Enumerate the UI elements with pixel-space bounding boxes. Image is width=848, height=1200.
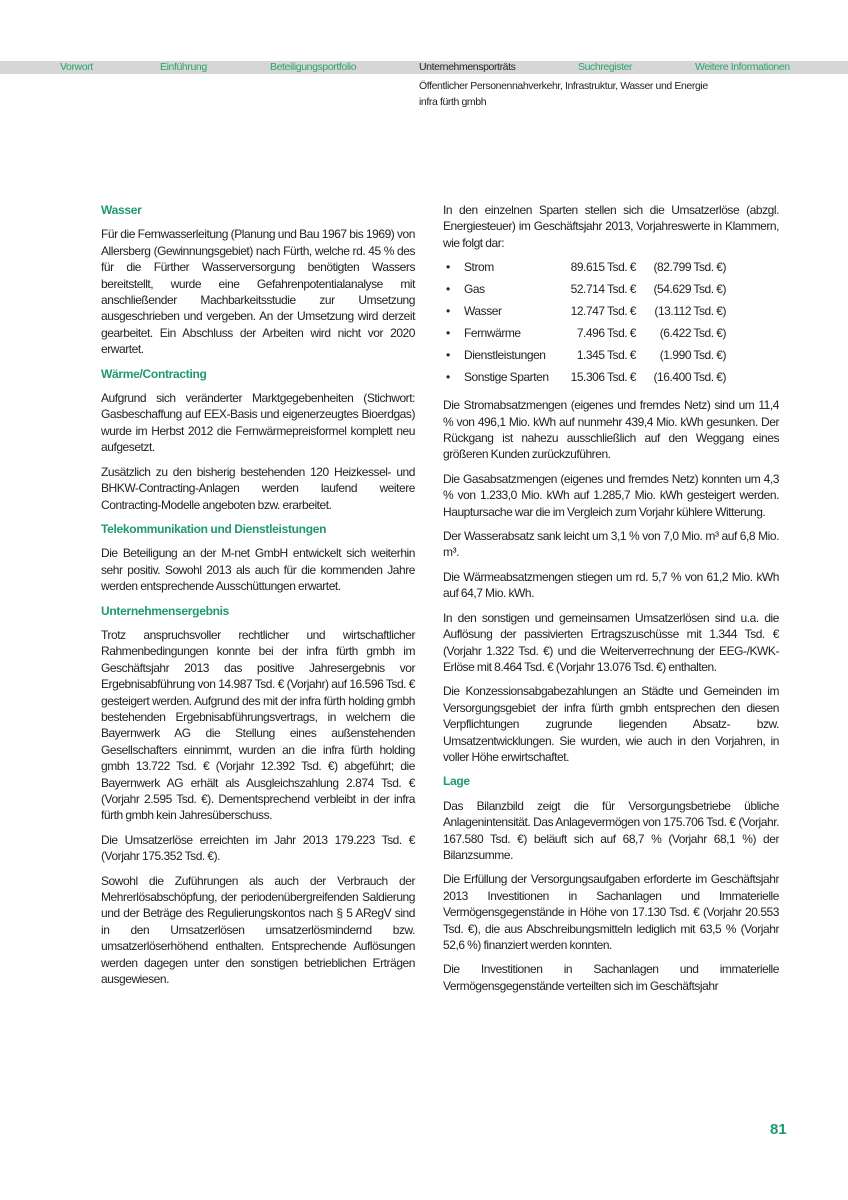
bullet-icon: • <box>446 348 450 363</box>
list-item <box>443 303 779 325</box>
nav-unternehmensportraets[interactable]: Unternehmensporträts <box>419 61 516 73</box>
page-number: 81 <box>770 1121 787 1138</box>
sparte-name: Dienstleistungen <box>464 348 546 363</box>
list-item <box>443 369 779 391</box>
nav-beteiligungsportfolio[interactable]: Beteiligungsportfolio <box>270 61 357 73</box>
paragraph: Die Beteiligung an der M-net GmbH entwickelt sich weiterhin sehr positiv. Sowohl 2013 als auch für die kommenden Jahre werden entsprechende Ausschüttungen erwartet. <box>101 546 415 594</box>
right-column <box>443 202 779 1002</box>
sparten-list <box>443 259 779 391</box>
paragraph: Für die Fernwasserleitung (Planung und Bau 1967 bis 1969) von Allersberg (Gewinnungsgebiet) nach Fürth, welche rd. 45 % des für die Fürther Wasserversorgung benötigten Wassers bereitstellt, wurde eine Gefahrenpotentialanalyse mit anschließender Machbarkeitsstudie zur Umsetzung ausgeschrieben und vergeben. An der Umsetzung wird derzeit gearbeitet. Ein Abschluss der Arbeiten wird nicht vor 2020 erwartet. <box>101 227 415 357</box>
paragraph: Die Stromabsatzmengen (eigenes und fremdes Netz) sind um 11,4 % von 496,1 Mio. kWh auf nunmehr 439,4 Mio. kWh gesunken. Der Rückgang ist nahezu ausschließlich auf den Weggang eines größeren Kunden zurückzuführen. <box>443 398 779 462</box>
bullet-icon: • <box>446 326 450 341</box>
sparte-name: Strom <box>464 260 494 275</box>
paragraph: Das Bilanzbild zeigt die für Versorgungsbetriebe übliche Anlagenintensität. Das Anlagevermögen von 175.706 Tsd. € (Vorjahr. 167.580 Tsd. €) beläuft sich auf 68,7 % (Vorjahr 68,1 %) der Bilanzsumme. <box>443 798 779 862</box>
bullet-icon: • <box>446 282 450 297</box>
sparte-value: 89.615 Tsd. € <box>570 260 636 275</box>
paragraph: Die Erfüllung der Versorgungsaufgaben erforderte im Geschäftsjahr 2013 Investitionen in Sachanlagen und Immaterielle Vermögensgegenstände in Höhe von 17.130 Tsd. € (Vorjahr 20.553 Tsd. €), die aus Abschreibungsmitteln lediglich mit 63,5 % (Vorjahr 52,6 %) finanziert werden konnten. <box>443 872 779 952</box>
heading-telekommunikation: Telekommunikation und Dienstleistungen <box>101 521 327 536</box>
paragraph: Zusätzlich zu den bisherig bestehenden 120 Heizkessel- und BHKW-Contracting-Anlagen werden laufend weitere Contracting-Modelle angeboten bzw. erarbeitet. <box>101 464 415 512</box>
list-item <box>443 325 779 347</box>
paragraph: Die Wärmeabsatzmengen stiegen um rd. 5,7 % von 61,2 Mio. kWh auf 64,7 Mio. kWh. <box>443 569 779 601</box>
sparte-name: Wasser <box>464 304 502 319</box>
paragraph: Die Konzessionsabgabezahlungen an Städte und Gemeinden im Versorgungsgebiet der infra fürth gmbh entsprechen den diesen Verpflichtungen zugrunde liegenden Absatz- bzw. Umsatzentwicklungen. Sie wurden, wie auch in den Vorjahren, in voller Höhe erwirtschaftet. <box>443 684 779 764</box>
paragraph: Die Umsatzerlöse erreichten im Jahr 2013 179.223 Tsd. € (Vorjahr 175.352 Tsd. €). <box>101 832 415 864</box>
list-item <box>443 259 779 281</box>
paragraph: Trotz anspruchsvoller rechtlicher und wirtschaftlicher Rahmenbedingungen konnte bei der infra fürth gmbh im Geschäftsjahr 2013 das positive Jahresergebnis vor Ergebnisabführung von 14.987 Tsd. € (Vorjahr) auf 16.596 Tsd. € gesteigert werden. Aufgrund des mit der infra fürth holding gmbh bestehenden Ergebnisabführungsvertrags, in welchem die Bayernwerk AG die Stellung eines außenstehenden Gesellschafters einnimmt, wurden an die infra fürth holding gmbh 13.722 Tsd. € (Vorjahr 12.392 Tsd. €) abgeführt; die Bayernwerk AG erhält als Ausgleichszahlung 2.874 Tsd. € (Vorjahr 2.595 Tsd. €). Dementsprechend verbleibt in der infra fürth gmbh kein Jahresüberschuss. <box>101 627 415 823</box>
paragraph: Die Investitionen in Sachanlagen und immaterielle Vermögensgegenstände verteilten sich im Geschäftsjahr <box>443 962 779 993</box>
bullet-icon: • <box>446 260 450 275</box>
sparte-value: 15.306 Tsd. € <box>570 370 636 385</box>
sparte-prev-value: (16.400 Tsd. €) <box>653 370 726 385</box>
sparte-value: 7.496 Tsd. € <box>576 326 636 341</box>
sparte-prev-value: (82.799 Tsd. €) <box>653 260 726 275</box>
paragraph: In den einzelnen Sparten stellen sich die Umsatzerlöse (abzgl. Energiesteuer) im Geschäftsjahr 2013, Vorjahreswerte in Klammern, wie folgt dar: <box>443 203 779 250</box>
nav-vorwort[interactable]: Vorwort <box>60 61 93 73</box>
paragraph: Aufgrund sich veränderter Marktgegebenheiten (Stichwort: Gasbeschaffung auf EEX-Basis und eigenerzeugtes Bioerdgas) wurde im Herbst 2012 die Fernwärmepreisformel komplett neu aufgesetzt. <box>101 391 415 455</box>
paragraph: Der Wasserabsatz sank leicht um 3,1 % von 7,0 Mio. m³ auf 6,8 Mio. m³. <box>443 529 779 560</box>
paragraph: In den sonstigen und gemeinsamen Umsatzerlösen sind u.a. die Auflösung der passivierten Ertragszuschüsse mit 1.344 Tsd. € (Vorjahr 1.322 Tsd. €) und die Weiterverrechnung der EEG-/KWK-Erlöse mit 8.464 Tsd. € (Vorjahr 13.076 Tsd. €) enthalten. <box>443 610 779 674</box>
sparte-value: 12.747 Tsd. € <box>570 304 636 319</box>
heading-waerme-contracting: Wärme/Contracting <box>101 366 207 381</box>
nav-einfuehrung[interactable]: Einführung <box>160 61 207 73</box>
left-column <box>101 202 415 995</box>
list-item <box>443 347 779 369</box>
company-subtitle: infra fürth gmbh <box>419 96 487 108</box>
sparte-prev-value: (1.990 Tsd. €) <box>659 348 726 363</box>
sparte-value: 52.714 Tsd. € <box>570 282 636 297</box>
sparte-name: Sonstige Sparten <box>464 370 549 385</box>
bullet-icon: • <box>446 304 450 319</box>
sparte-prev-value: (13.112 Tsd. €) <box>654 304 726 319</box>
heading-lage: Lage <box>443 774 470 789</box>
list-item <box>443 281 779 303</box>
nav-suchregister[interactable]: Suchregister <box>578 61 633 73</box>
sparte-prev-value: (54.629 Tsd. €) <box>653 282 726 297</box>
heading-wasser: Wasser <box>101 203 142 217</box>
heading-unternehmensergebnis: Unternehmensergebnis <box>101 603 230 618</box>
sparte-prev-value: (6.422 Tsd. €) <box>659 326 726 341</box>
paragraph: Die Gasabsatzmengen (eigenes und fremdes Netz) konnten um 4,3 % von 1.233,0 Mio. kWh auf 1.285,7 Mio. kWh gesteigert werden. Hauptursache war die im Vergleich zum Vorjahr kühlere Witterung. <box>443 471 779 519</box>
section-subtitle: Öffentlicher Personennahverkehr, Infrastruktur, Wasser und Energie <box>419 80 708 92</box>
sparte-name: Gas <box>464 282 485 297</box>
nav-weitere-informationen[interactable]: Weitere Informationen <box>695 61 790 73</box>
sparte-value: 1.345 Tsd. € <box>576 348 636 363</box>
bullet-icon: • <box>446 370 450 385</box>
paragraph: Sowohl die Zuführungen als auch der Verbrauch der Mehrerlösabschöpfung, der periodenübergreifenden Saldierung und der Beträge des Regulierungskontos nach § 5 ARegV sind in den Umsatzerlösen umsatzerlösmindernd bzw. umsatzerlöserhöhend enthalten. Entsprechende Auflösungen werden dagegen unter den sonstigen betrieblichen Erträgen ausgewiesen. <box>101 873 415 987</box>
sparte-name: Fernwärme <box>464 326 521 341</box>
